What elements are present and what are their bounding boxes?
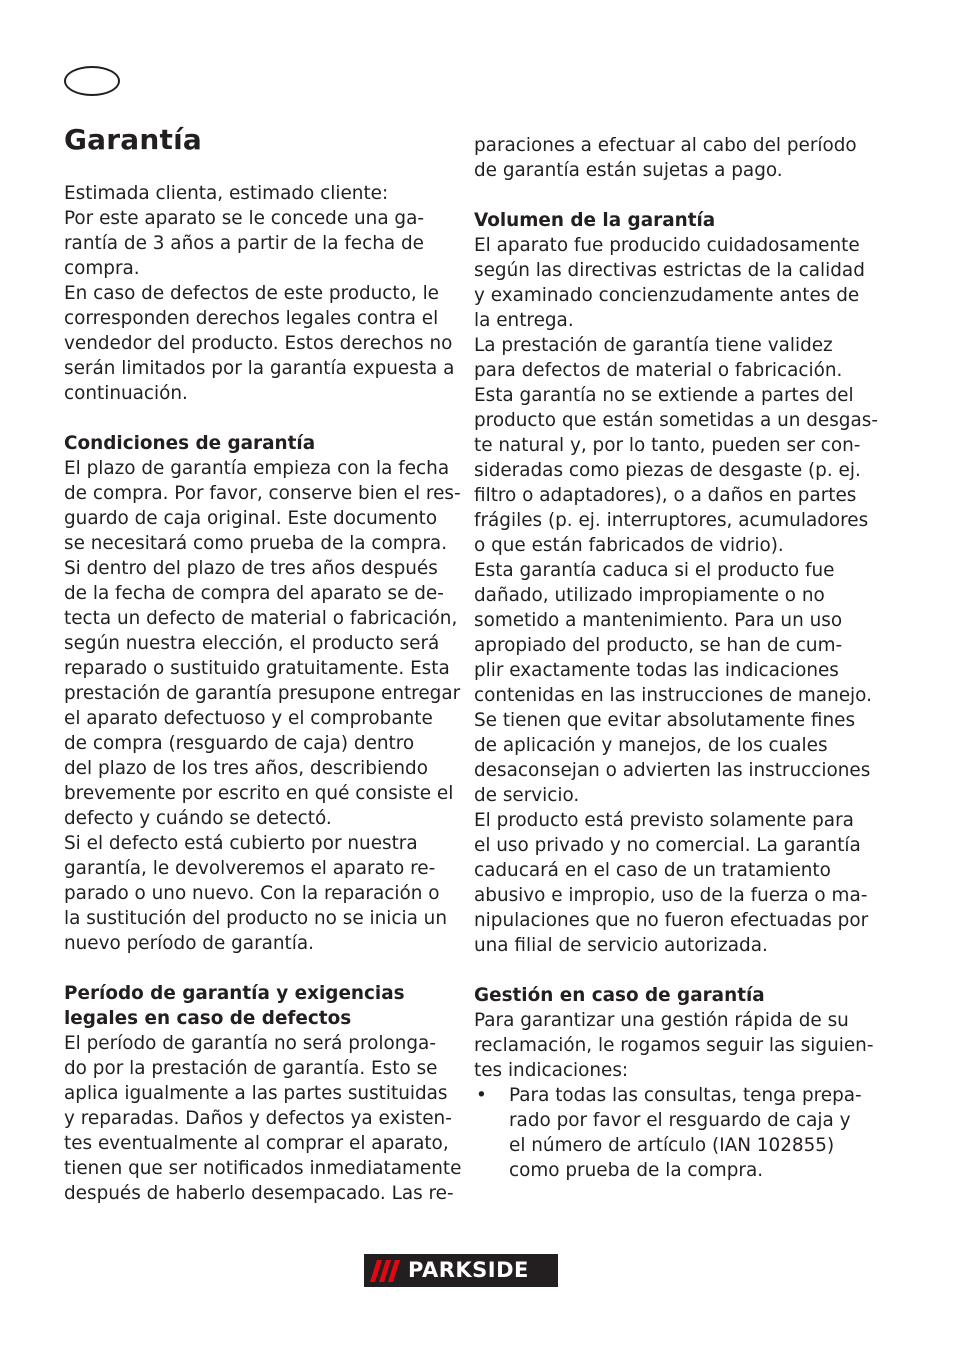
text-line: tes eventualmente al comprar el aparato, <box>64 1133 449 1154</box>
text-line: desaconsejan o advierten las instrucciones <box>474 760 871 781</box>
language-badge <box>64 66 120 96</box>
text-line: nuevo período de garantía. <box>64 933 314 954</box>
text-line: En caso de defectos de este producto, le <box>64 283 439 304</box>
text-line: defecto y cuándo se detectó. <box>64 808 332 829</box>
text-line: tecta un defecto de material o fabricación, <box>64 608 458 629</box>
text-line: y reparadas. Daños y defectos ya existen- <box>64 1108 452 1129</box>
scope-section <box>474 233 878 958</box>
text-line: según las directivas estrictas de la calidad <box>474 260 865 281</box>
period-heading-cont: legales en caso de defectos <box>64 1008 352 1029</box>
text-line: de compra. Por favor, conserve bien el res- <box>64 483 461 504</box>
text-line: garantía, le devolveremos el aparato re- <box>64 858 436 879</box>
period-section <box>64 1031 462 1206</box>
text-line: Esta garantía caduca si el producto fue <box>474 560 835 581</box>
text-line: el aparato defectuoso y el comprobante <box>64 708 433 729</box>
text-line: de garantía están sujetas a pago. <box>474 160 783 181</box>
period-continued <box>474 133 864 183</box>
text-line: abusivo e impropio, uso de la fuerza o ma- <box>474 885 868 906</box>
text-line: de aplicación y manejos, de los cuales <box>474 735 828 756</box>
text-line: el uso privado y no comercial. La garantía <box>474 835 861 856</box>
text-line: contenidas en las instrucciones de manejo. <box>474 685 872 706</box>
text-line: rantía de 3 años a partir de la fecha de <box>64 233 424 254</box>
text-line: tes indicaciones: <box>474 1060 629 1081</box>
handling-heading: Gestión en caso de garantía <box>474 985 765 1006</box>
text-line: paraciones a efectuar al cabo del período <box>474 135 857 156</box>
text-line: Por este aparato se le concede una ga- <box>64 208 425 229</box>
text-line: compra. <box>64 258 140 279</box>
text-line: frágiles (p. ej. interruptores, acumuladores <box>474 510 869 531</box>
parkside-logo <box>364 1254 558 1287</box>
text-line: Se tienen que evitar absolutamente fines <box>474 710 856 731</box>
text-line: parado o uno nuevo. Con la reparación o <box>64 883 440 904</box>
bullet-item <box>474 1083 864 1183</box>
text-line: El aparato fue producido cuidadosamente <box>474 235 860 256</box>
text-line: brevemente por escrito en qué consiste el <box>64 783 454 804</box>
text-line: Si dentro del plazo de tres años después <box>64 558 438 579</box>
text-line: El producto está previsto solamente para <box>474 810 854 831</box>
text-line: El plazo de garantía empieza con la fecha <box>64 458 450 479</box>
text-line: después de haberlo desempacado. Las re- <box>64 1183 454 1204</box>
text-line: caducará en el caso de un tratamiento <box>474 860 831 881</box>
text-line: Estimada clienta, estimado cliente: <box>64 183 389 204</box>
text-line: prestación de garantía presupone entregar <box>64 683 461 704</box>
slash-stripes-icon <box>370 1260 402 1282</box>
text-line: sideradas como piezas de desgaste (p. ej. <box>474 460 861 481</box>
text-line: vendedor del producto. Estos derechos no <box>64 333 453 354</box>
text-line: aplica igualmente a las partes sustituidas <box>64 1083 448 1104</box>
text-line: reparado o sustituido gratuitamente. Esta <box>64 658 450 679</box>
scope-heading: Volumen de la garantía <box>474 210 716 231</box>
text-line: reclamación, le rogamos seguir las siguien- <box>474 1035 874 1056</box>
handling-section <box>474 1008 874 1083</box>
page-title: Garantía <box>64 123 202 156</box>
left-column <box>64 181 462 1206</box>
bullet-mark: • <box>476 1085 487 1106</box>
text-line: El período de garantía no será prolonga- <box>64 1033 436 1054</box>
text-line: guardo de caja original. Este documento <box>64 508 438 529</box>
conditions-heading: Condiciones de garantía <box>64 433 316 454</box>
text-line: producto que están sometidas a un desgas- <box>474 410 878 431</box>
text-line: de servicio. <box>474 785 580 806</box>
text-line: una filial de servicio autorizada. <box>474 935 768 956</box>
text-line: La prestación de garantía tiene validez <box>474 335 833 356</box>
text-line: Si el defecto está cubierto por nuestra <box>64 833 418 854</box>
text-line: sometido a mantenimiento. Para un uso <box>474 610 843 631</box>
text-line: la sustitución del producto no se inicia un <box>64 908 447 929</box>
text-line: te natural y, por lo tanto, pueden ser con- <box>474 435 861 456</box>
text-line: plir exactamente todas las indicaciones <box>474 660 839 681</box>
text-line: la entrega. <box>474 310 574 331</box>
text-line: tienen que ser notificados inmediatamente <box>64 1158 462 1179</box>
right-column <box>474 133 878 1183</box>
text-line: dañado, utilizado impropiamente o no <box>474 585 825 606</box>
text-line: de la fecha de compra del aparato se de- <box>64 583 444 604</box>
text-line: corresponden derechos legales contra el <box>64 308 439 329</box>
text-line: como prueba de la compra. <box>509 1160 764 1181</box>
intro-section <box>64 181 455 406</box>
text-line: el número de artículo (IAN 102855) <box>509 1135 835 1156</box>
text-line: o que están fabricados de vidrio). <box>474 535 784 556</box>
conditions-section <box>64 456 461 956</box>
text-line: apropiado del producto, se han de cum- <box>474 635 843 656</box>
text-line: filtro o adaptadores), o a daños en partes <box>474 485 857 506</box>
text-line: para defectos de material o fabricación. <box>474 360 843 381</box>
text-line: según nuestra elección, el producto será <box>64 633 440 654</box>
text-line: Para todas las consultas, tenga prepa- <box>509 1085 862 1106</box>
text-line: de compra (resguardo de caja) dentro <box>64 733 415 754</box>
text-line: del plazo de los tres años, describiendo <box>64 758 428 779</box>
text-line: Esta garantía no se extiende a partes del <box>474 385 854 406</box>
text-line: continuación. <box>64 383 188 404</box>
text-line: nipulaciones que no fueron efectuadas por <box>474 910 869 931</box>
period-heading: Período de garantía y exigencias <box>64 983 405 1004</box>
text-line: Para garantizar una gestión rápida de su <box>474 1010 849 1031</box>
brand-name: PARKSIDE <box>408 1258 529 1282</box>
text-line: rado por favor el resguardo de caja y <box>509 1110 851 1131</box>
text-line: do por la prestación de garantía. Esto se <box>64 1058 438 1079</box>
text-line: serán limitados por la garantía expuesta a <box>64 358 455 379</box>
text-line: y examinado concienzudamente antes de <box>474 285 860 306</box>
text-line: se necesitará como prueba de la compra. <box>64 533 448 554</box>
